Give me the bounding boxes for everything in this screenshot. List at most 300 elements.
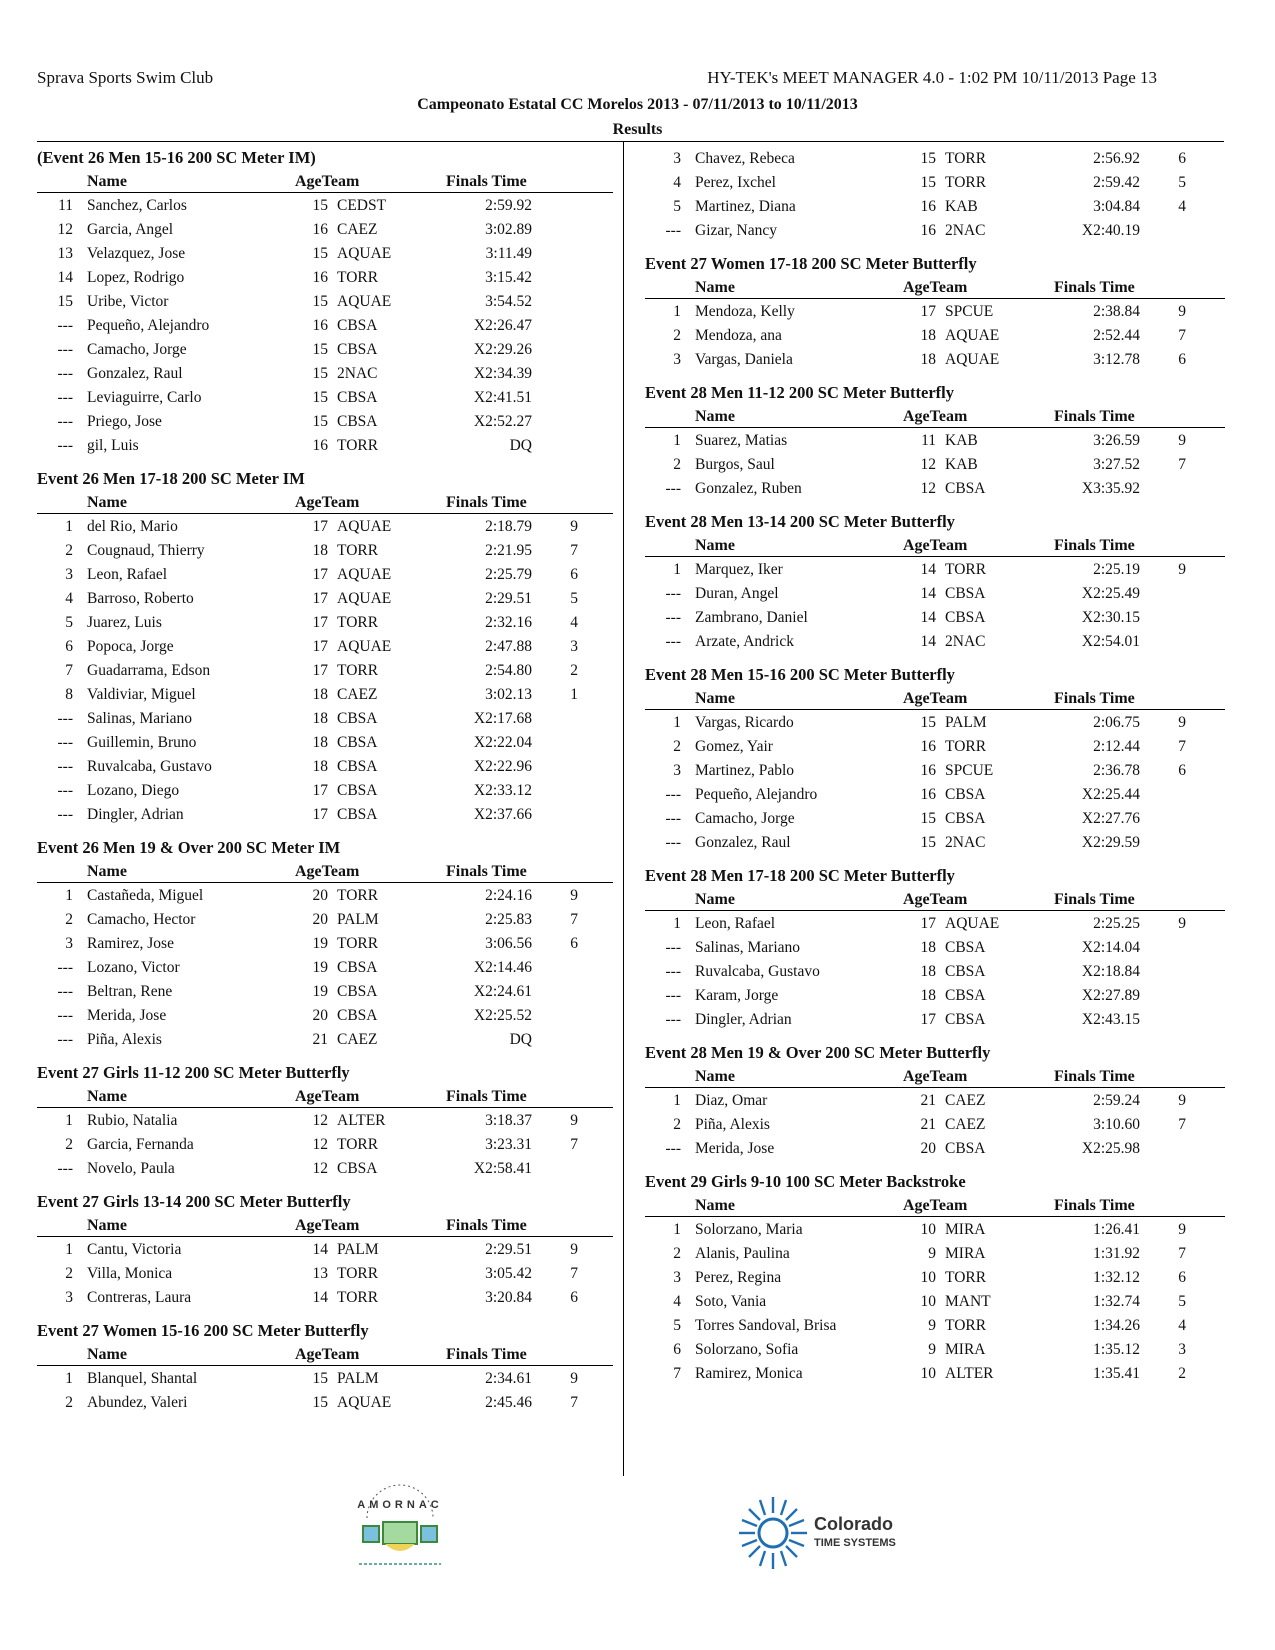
- swimmer-name: Gonzalez, Raul: [87, 365, 183, 382]
- team: PALM: [945, 714, 987, 731]
- cts-logo-line2: TIME SYSTEMS: [814, 1537, 896, 1549]
- age: 9: [928, 1341, 936, 1358]
- place: 3: [65, 1289, 73, 1306]
- points: 6: [570, 935, 578, 952]
- points: 9: [570, 1112, 578, 1129]
- swimmer-name: Pequeño, Alejandro: [87, 317, 210, 334]
- team: CBSA: [945, 810, 986, 827]
- points: 9: [570, 887, 578, 904]
- place: ---: [665, 963, 681, 980]
- finals-time-header: Finals Time: [446, 173, 527, 190]
- age: 17: [920, 1011, 936, 1028]
- points: 7: [1178, 456, 1186, 473]
- swimmer-name: Martinez, Diana: [695, 198, 796, 215]
- finals-time: 1:35.12: [1093, 1341, 1140, 1358]
- age: 18: [920, 987, 936, 1004]
- place: 1: [673, 303, 681, 320]
- ageteam-header: AgeTeam: [295, 173, 360, 190]
- team: CBSA: [337, 317, 378, 334]
- result-row: [645, 170, 1225, 194]
- finals-time: 2:47.88: [485, 638, 532, 655]
- age: 18: [312, 710, 328, 727]
- swimmer-name: Dingler, Adrian: [695, 1011, 792, 1028]
- ageteam-header: AgeTeam: [295, 1088, 360, 1105]
- result-row: [37, 1003, 613, 1027]
- team: CBSA: [945, 609, 986, 626]
- place: 1: [673, 1092, 681, 1109]
- swimmer-name: Camacho, Jorge: [695, 810, 795, 827]
- team: CAEZ: [337, 221, 378, 238]
- swimmer-name: Lopez, Rodrigo: [87, 269, 185, 286]
- finals-time: X2:22.96: [473, 758, 532, 775]
- place: 2: [673, 1116, 681, 1133]
- club-name: Sprava Sports Swim Club: [37, 68, 214, 87]
- finals-time: 2:18.79: [485, 518, 532, 535]
- team: 2NAC: [945, 222, 986, 239]
- points: 6: [570, 566, 578, 583]
- points: 9: [1178, 1092, 1186, 1109]
- points: 4: [1178, 1317, 1186, 1334]
- finals-time: 2:59.92: [485, 197, 532, 214]
- age: 16: [920, 738, 936, 755]
- result-row: [645, 935, 1225, 959]
- age: 14: [920, 609, 936, 626]
- age: 12: [920, 480, 936, 497]
- team: PALM: [337, 1241, 379, 1258]
- swimmer-name: Mendoza, ana: [695, 327, 782, 344]
- meet-title: Campeonato Estatal CC Morelos 2013 - 07/11/2013 to 10/11/2013: [417, 96, 858, 113]
- swimmer-name: Guillemin, Bruno: [87, 734, 197, 751]
- team: KAB: [945, 456, 978, 473]
- swimmer-name: Gonzalez, Ruben: [695, 480, 802, 497]
- swimmer-name: del Rio, Mario: [87, 518, 178, 535]
- place: 7: [673, 1365, 681, 1382]
- finals-time: 2:12.44: [1093, 738, 1140, 755]
- finals-time: 1:26.41: [1093, 1221, 1140, 1238]
- finals-time: X2:58.41: [473, 1160, 532, 1177]
- team: AQUAE: [337, 638, 392, 655]
- finals-time: 2:59.42: [1093, 174, 1140, 191]
- swimmer-name: Cougnaud, Thierry: [87, 542, 205, 559]
- result-row: [645, 581, 1225, 605]
- finals-time: 2:59.24: [1093, 1092, 1140, 1109]
- finals-time: 1:31.92: [1093, 1245, 1140, 1262]
- column-header-row: [37, 1214, 613, 1237]
- swimmer-name: Gomez, Yair: [695, 738, 773, 755]
- finals-time: X2:14.46: [473, 959, 532, 976]
- finals-time-header: Finals Time: [1054, 690, 1135, 707]
- column-header-row: [645, 534, 1225, 557]
- result-row: [645, 605, 1225, 629]
- place: 1: [673, 1221, 681, 1238]
- team: TORR: [337, 935, 379, 952]
- result-row: [645, 1289, 1225, 1313]
- age: 20: [312, 887, 328, 904]
- team: CAEZ: [945, 1092, 986, 1109]
- ageteam-header: AgeTeam: [903, 279, 968, 296]
- result-row: [645, 758, 1225, 782]
- finals-time: X2:25.98: [1081, 1140, 1140, 1157]
- age: 14: [920, 561, 936, 578]
- place: 4: [673, 1293, 681, 1310]
- age: 19: [312, 935, 328, 952]
- age: 10: [920, 1221, 936, 1238]
- team: CBSA: [945, 480, 986, 497]
- finals-time-header: Finals Time: [446, 494, 527, 511]
- age: 12: [312, 1112, 328, 1129]
- place: ---: [665, 810, 681, 827]
- team: CBSA: [337, 1007, 378, 1024]
- swimmer-name: Ramirez, Jose: [87, 935, 174, 952]
- finals-time: X2:52.27: [473, 413, 532, 430]
- result-row: [37, 802, 613, 826]
- team: TORR: [945, 1317, 987, 1334]
- result-row: [645, 1337, 1225, 1361]
- age: 18: [920, 351, 936, 368]
- result-row: [37, 433, 613, 457]
- place: ---: [57, 341, 73, 358]
- result-row: [37, 193, 613, 217]
- swimmer-name: Martinez, Pablo: [695, 762, 795, 779]
- age: 21: [920, 1092, 936, 1109]
- place: ---: [57, 710, 73, 727]
- result-row: [645, 1112, 1225, 1136]
- place: 3: [673, 762, 681, 779]
- result-row: [37, 562, 613, 586]
- place: ---: [57, 1007, 73, 1024]
- swimmer-name: Abundez, Valeri: [87, 1394, 188, 1411]
- header-divider: [37, 141, 1224, 142]
- place: 2: [673, 327, 681, 344]
- finals-time-header: Finals Time: [1054, 1197, 1135, 1214]
- team: ALTER: [945, 1365, 994, 1382]
- event-block: [645, 146, 1225, 242]
- event-block: [645, 510, 1225, 653]
- finals-time: DQ: [509, 1031, 532, 1048]
- place: ---: [57, 1031, 73, 1048]
- age: 17: [920, 303, 936, 320]
- place: ---: [665, 609, 681, 626]
- age: 17: [312, 662, 328, 679]
- age: 15: [920, 714, 936, 731]
- result-row: [645, 218, 1225, 242]
- place: ---: [57, 983, 73, 1000]
- finals-time: 1:35.41: [1093, 1365, 1140, 1382]
- finals-time: 3:12.78: [1093, 351, 1140, 368]
- swimmer-name: Perez, Regina: [695, 1269, 782, 1286]
- result-row: [645, 1265, 1225, 1289]
- age: 14: [312, 1241, 328, 1258]
- team: CBSA: [337, 806, 378, 823]
- place: ---: [665, 786, 681, 803]
- column-header-row: [645, 888, 1225, 911]
- place: ---: [57, 317, 73, 334]
- place: ---: [665, 939, 681, 956]
- age: 18: [920, 963, 936, 980]
- swimmer-name: Leon, Rafael: [695, 915, 776, 932]
- finals-time: X2:40.19: [1081, 222, 1140, 239]
- swimmer-name: Karam, Jorge: [695, 987, 779, 1004]
- team: AQUAE: [337, 518, 392, 535]
- points: 9: [1178, 1221, 1186, 1238]
- column-header-row: [645, 687, 1225, 710]
- age: 15: [312, 389, 328, 406]
- column-header-row: [37, 170, 613, 193]
- points: 7: [570, 1394, 578, 1411]
- result-row: [37, 313, 613, 337]
- place: 13: [57, 245, 73, 262]
- swimmer-name: Camacho, Hector: [87, 911, 196, 928]
- place: 6: [673, 1341, 681, 1358]
- place: ---: [57, 1160, 73, 1177]
- team: CBSA: [337, 389, 378, 406]
- finals-time: 3:02.13: [485, 686, 532, 703]
- left-column: [37, 146, 613, 1424]
- points: 6: [570, 1289, 578, 1306]
- place: 14: [57, 269, 73, 286]
- age: 9: [928, 1245, 936, 1262]
- swimmer-name: Camacho, Jorge: [87, 341, 187, 358]
- name-header: Name: [87, 494, 127, 511]
- age: 13: [312, 1265, 328, 1282]
- team: CBSA: [337, 413, 378, 430]
- place: 2: [673, 1245, 681, 1262]
- swimmer-name: Torres Sandoval, Brisa: [695, 1317, 837, 1334]
- result-row: [37, 385, 613, 409]
- points: 7: [1178, 1245, 1186, 1262]
- swimmer-name: Villa, Monica: [87, 1265, 173, 1282]
- result-row: [37, 979, 613, 1003]
- team: PALM: [337, 1370, 379, 1387]
- team: TORR: [945, 150, 987, 167]
- finals-time: 1:34.26: [1093, 1317, 1140, 1334]
- finals-time-header: Finals Time: [1054, 891, 1135, 908]
- place: ---: [57, 437, 73, 454]
- age: 16: [312, 437, 328, 454]
- result-row: [37, 706, 613, 730]
- event-block: [37, 836, 613, 1051]
- finals-time: 3:02.89: [485, 221, 532, 238]
- result-row: [645, 428, 1225, 452]
- swimmer-name: Piña, Alexis: [695, 1116, 770, 1133]
- ageteam-header: AgeTeam: [295, 863, 360, 880]
- column-header-row: [645, 405, 1225, 428]
- team: AQUAE: [945, 327, 1000, 344]
- result-row: [645, 323, 1225, 347]
- team: AQUAE: [337, 590, 392, 607]
- finals-time: 3:06.56: [485, 935, 532, 952]
- team: TORR: [337, 1136, 379, 1153]
- points: 5: [1178, 1293, 1186, 1310]
- age: 17: [312, 566, 328, 583]
- event-block: [645, 1041, 1225, 1160]
- swimmer-name: Blanquel, Shantal: [87, 1370, 198, 1387]
- finals-time: 3:10.60: [1093, 1116, 1140, 1133]
- place: 1: [673, 561, 681, 578]
- result-row: [645, 782, 1225, 806]
- age: 17: [920, 915, 936, 932]
- place: 2: [65, 1136, 73, 1153]
- swimmer-name: Chavez, Rebeca: [695, 150, 795, 167]
- place: ---: [665, 480, 681, 497]
- team: CBSA: [945, 786, 986, 803]
- points: 3: [1178, 1341, 1186, 1358]
- age: 16: [312, 317, 328, 334]
- team: KAB: [945, 198, 978, 215]
- age: 17: [312, 638, 328, 655]
- points: 7: [570, 1136, 578, 1153]
- result-row: [645, 830, 1225, 854]
- swimmer-name: Rubio, Natalia: [87, 1112, 178, 1129]
- result-row: [645, 734, 1225, 758]
- swimmer-name: Ruvalcaba, Gustavo: [695, 963, 820, 980]
- place: 7: [65, 662, 73, 679]
- finals-time: X2:54.01: [1081, 633, 1140, 650]
- result-row: [645, 146, 1225, 170]
- amornac-logo-text: AMORNAC: [357, 1499, 443, 1511]
- result-row: [37, 907, 613, 931]
- team: MIRA: [945, 1341, 986, 1358]
- team: MIRA: [945, 1245, 986, 1262]
- finals-time: X2:30.15: [1081, 609, 1140, 626]
- age: 16: [920, 198, 936, 215]
- ageteam-header: AgeTeam: [903, 1068, 968, 1085]
- points: 6: [1178, 762, 1186, 779]
- result-row: [37, 1108, 613, 1132]
- swimmer-name: Lozano, Diego: [87, 782, 180, 799]
- swimmer-name: Barroso, Roberto: [87, 590, 194, 607]
- age: 15: [312, 413, 328, 430]
- age: 10: [920, 1269, 936, 1286]
- place: ---: [665, 633, 681, 650]
- age: 17: [312, 806, 328, 823]
- result-row: [37, 514, 613, 538]
- finals-time: 3:11.49: [485, 245, 532, 262]
- place: 8: [65, 686, 73, 703]
- result-row: [37, 538, 613, 562]
- name-header: Name: [87, 1217, 127, 1234]
- event-block: [645, 663, 1225, 854]
- amornac-logo: [345, 1478, 455, 1578]
- results-label: Results: [612, 121, 663, 138]
- team: TORR: [337, 1289, 379, 1306]
- result-row: [37, 634, 613, 658]
- place: 3: [65, 935, 73, 952]
- column-divider: [623, 141, 624, 1476]
- finals-time: 3:20.84: [485, 1289, 532, 1306]
- team: ALTER: [337, 1112, 386, 1129]
- finals-time: 2:56.92: [1093, 150, 1140, 167]
- points: 9: [1178, 303, 1186, 320]
- place: 2: [673, 456, 681, 473]
- finals-time-header: Finals Time: [1054, 537, 1135, 554]
- age: 9: [928, 1317, 936, 1334]
- swimmer-name: Suarez, Matias: [695, 432, 788, 449]
- swimmer-name: Pequeño, Alejandro: [695, 786, 818, 803]
- finals-time: 2:29.51: [485, 590, 532, 607]
- swimmer-name: Sanchez, Carlos: [87, 197, 187, 214]
- team: CBSA: [945, 939, 986, 956]
- swimmer-name: Garcia, Fernanda: [87, 1136, 194, 1153]
- result-row: [37, 1132, 613, 1156]
- swimmer-name: Marquez, Iker: [695, 561, 783, 578]
- age: 20: [312, 911, 328, 928]
- finals-time: 2:52.44: [1093, 327, 1140, 344]
- result-row: [37, 955, 613, 979]
- place: 1: [65, 1241, 73, 1258]
- finals-time: X2:17.68: [473, 710, 532, 727]
- team: CBSA: [945, 1140, 986, 1157]
- age: 14: [312, 1289, 328, 1306]
- team: TORR: [337, 269, 379, 286]
- age: 10: [920, 1365, 936, 1382]
- swimmer-name: Cantu, Victoria: [87, 1241, 182, 1258]
- event-block: [37, 467, 613, 826]
- finals-time: X2:29.59: [1081, 834, 1140, 851]
- team: TORR: [337, 1265, 379, 1282]
- finals-time: X2:43.15: [1081, 1011, 1140, 1028]
- place: 15: [57, 293, 73, 310]
- name-header: Name: [695, 690, 735, 707]
- team: CBSA: [337, 734, 378, 751]
- points: 7: [570, 911, 578, 928]
- points: 9: [1178, 432, 1186, 449]
- age: 15: [920, 174, 936, 191]
- place: 1: [673, 714, 681, 731]
- finals-time: X2:27.76: [1081, 810, 1140, 827]
- age: 17: [312, 782, 328, 799]
- result-row: [37, 610, 613, 634]
- place: 1: [673, 915, 681, 932]
- team: CAEZ: [337, 1031, 378, 1048]
- swimmer-name: Merida, Jose: [87, 1007, 167, 1024]
- age: 21: [312, 1031, 328, 1048]
- event-block: [645, 1170, 1225, 1385]
- finals-time: 2:32.16: [485, 614, 532, 631]
- age: 16: [920, 762, 936, 779]
- result-row: [645, 1136, 1225, 1160]
- finals-time: X2:37.66: [473, 806, 532, 823]
- age: 10: [920, 1293, 936, 1310]
- swimmer-name: Castañeda, Miguel: [87, 887, 204, 904]
- swimmer-name: Priego, Jose: [87, 413, 162, 430]
- team: AQUAE: [337, 293, 392, 310]
- age: 16: [920, 786, 936, 803]
- event-title: Event 27 Girls 13-14 200 SC Meter Butterfly: [37, 1192, 351, 1211]
- swimmer-name: Merida, Jose: [695, 1140, 775, 1157]
- finals-time-header: Finals Time: [1054, 1068, 1135, 1085]
- finals-time: DQ: [509, 437, 532, 454]
- finals-time: X2:25.52: [473, 1007, 532, 1024]
- place: ---: [57, 365, 73, 382]
- result-row: [37, 1366, 613, 1390]
- finals-time-header: Finals Time: [446, 863, 527, 880]
- finals-time: 3:27.52: [1093, 456, 1140, 473]
- points: 9: [1178, 561, 1186, 578]
- finals-time: X2:18.84: [1081, 963, 1140, 980]
- team: AQUAE: [337, 1394, 392, 1411]
- result-row: [37, 1027, 613, 1051]
- result-row: [645, 452, 1225, 476]
- column-header-row: [37, 1085, 613, 1108]
- swimmer-name: Gonzalez, Raul: [695, 834, 791, 851]
- event-title: (Event 26 Men 15-16 200 SC Meter IM): [37, 148, 316, 167]
- name-header: Name: [695, 891, 735, 908]
- team: TORR: [337, 887, 379, 904]
- result-row: [645, 1088, 1225, 1112]
- place: ---: [665, 1140, 681, 1157]
- points: 9: [570, 518, 578, 535]
